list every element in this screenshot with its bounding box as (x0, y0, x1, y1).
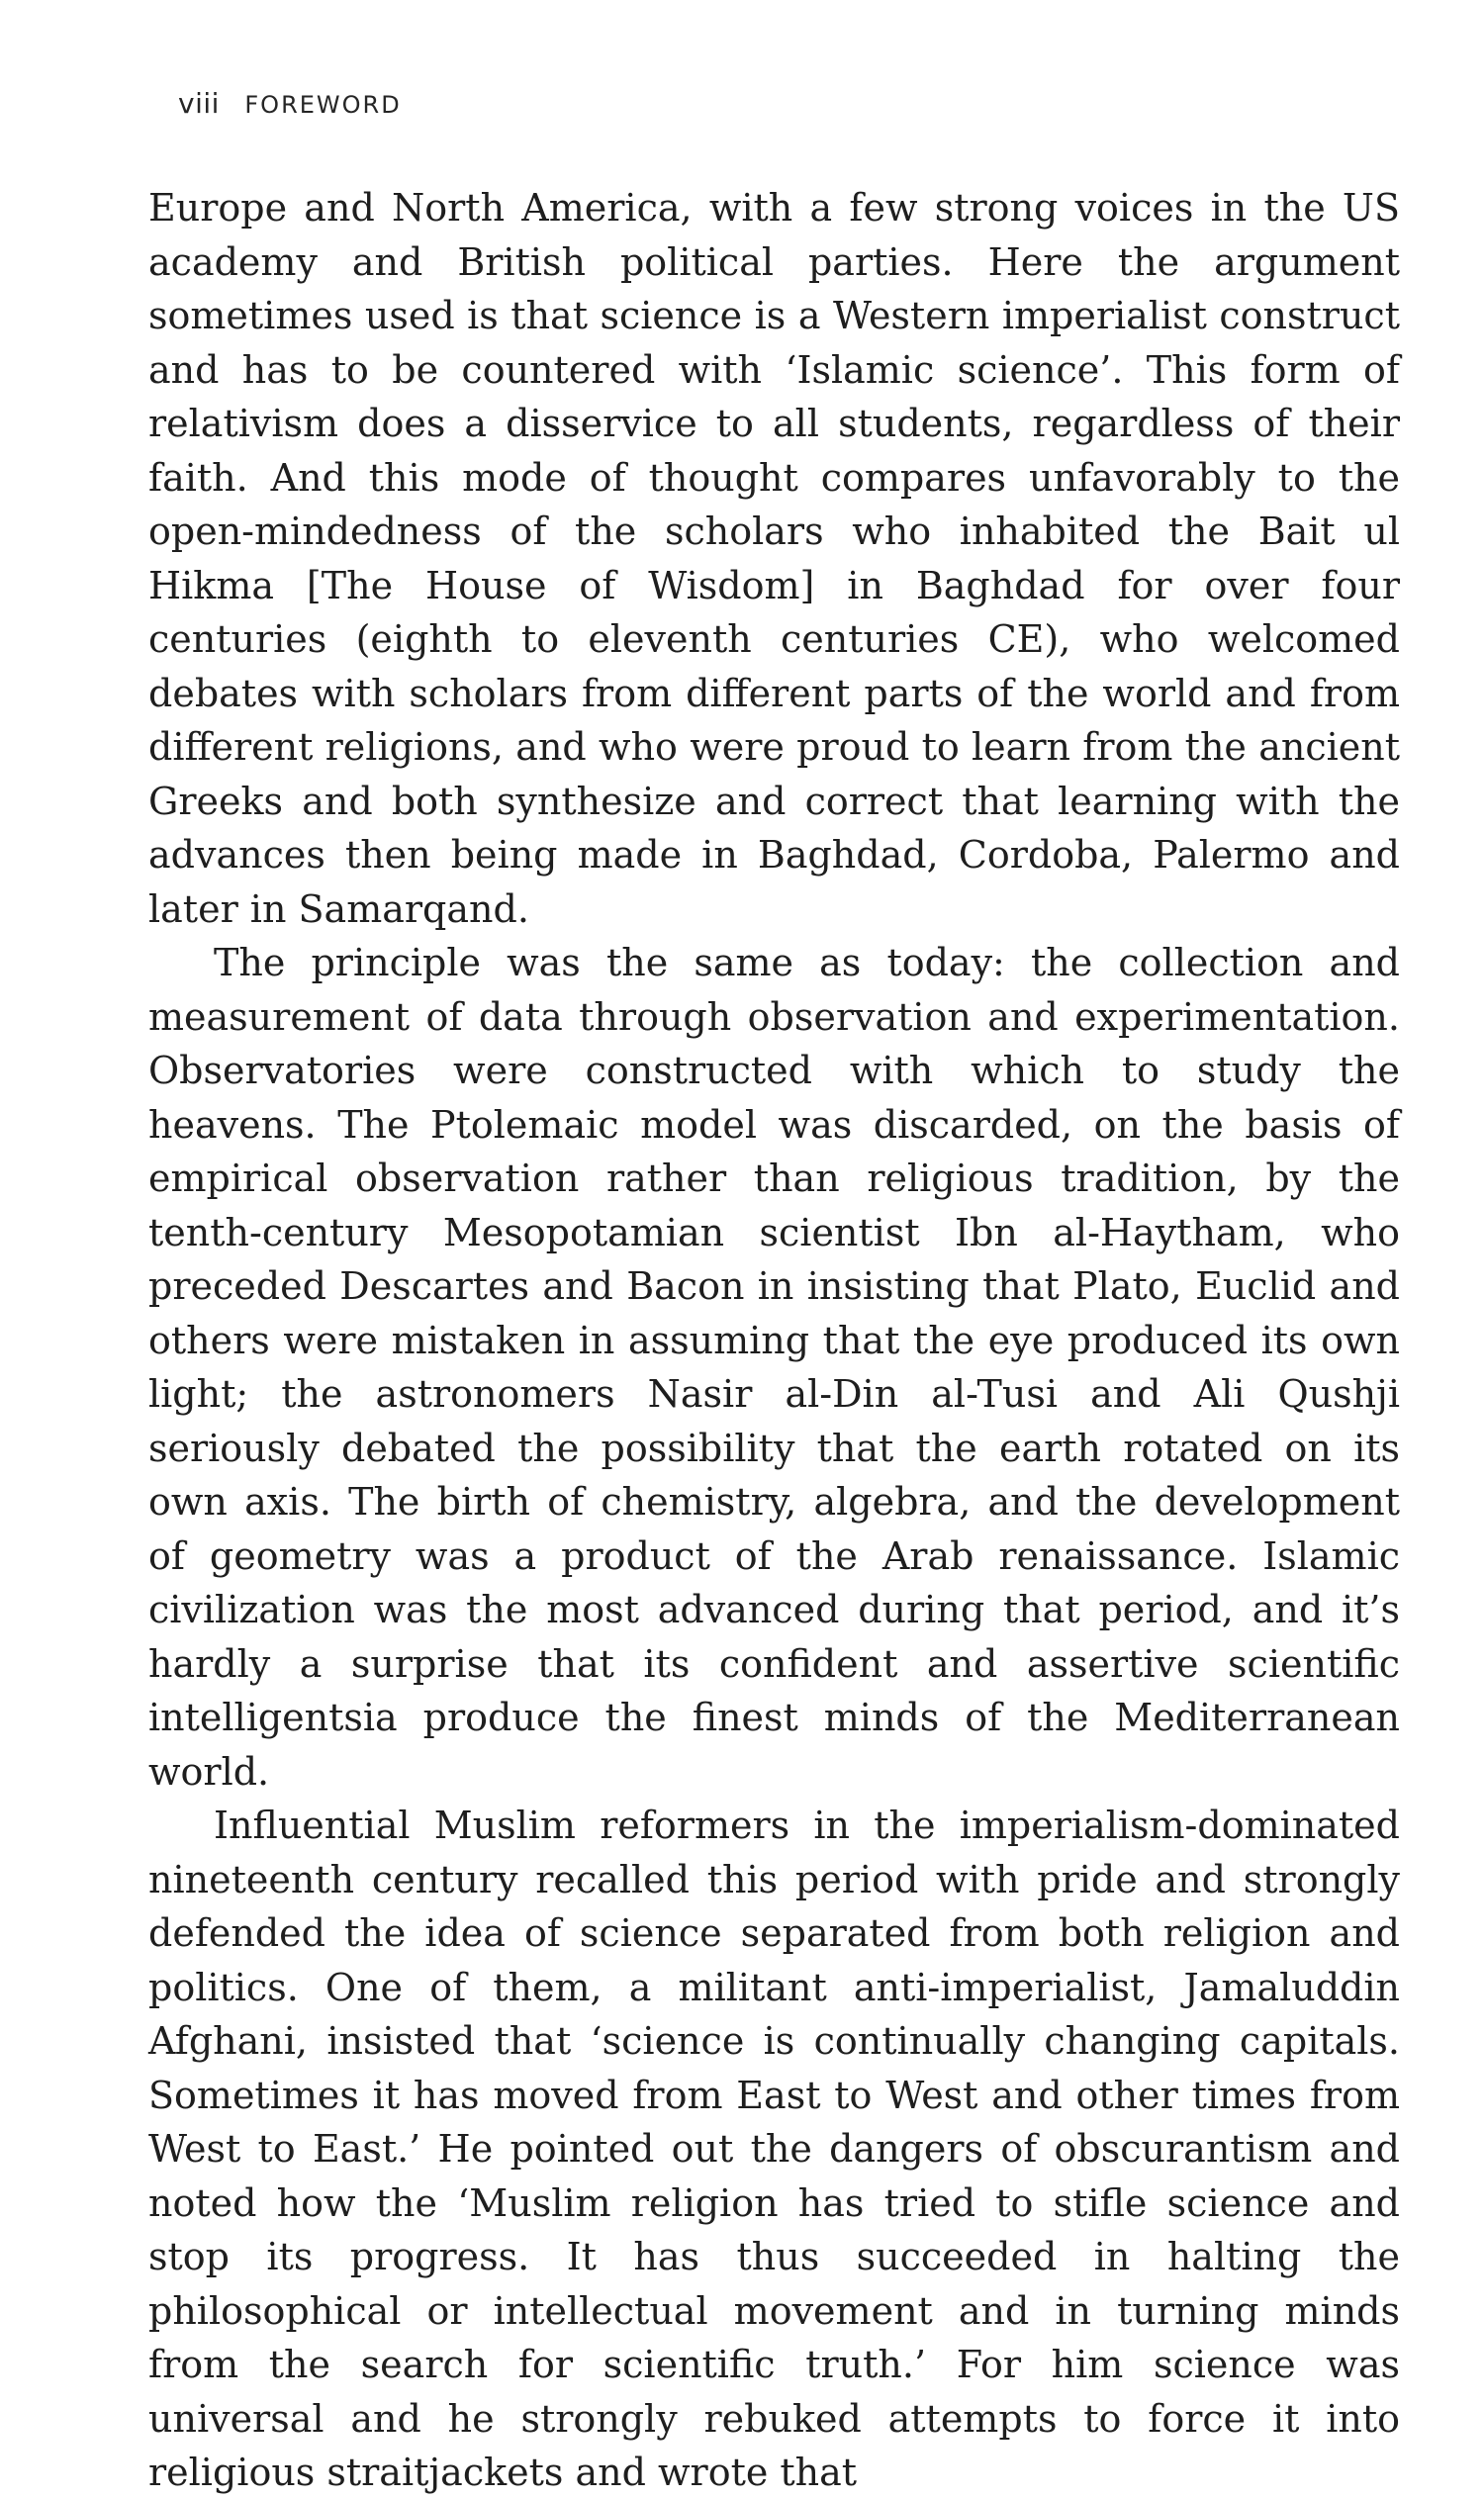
paragraph: Europe and North America, with a few strong voices in the US academy and British political parties. Here the argument sometimes used is that science is a Western imperialist construct and has to be countered with ‘Islamic science’. This form of relativism does a disservice to all students, regardless of their faith. And this mode of thought compares unfavorably to the open-mindedness of the scholars who inhabited the Bait ul Hikma [The House of Wisdom] in Baghdad for over four centuries (eighth to eleventh centuries CE), who welcomed debates with scholars from different parts of the world and from different religions, and who were proud to learn from the ancient Greeks and both synthesize and correct that learning with the advances then being made in Baghdad, Cordoba, Palermo and later in Samarqand. (148, 186, 1400, 931)
section-title: FOREWORD (244, 91, 402, 119)
running-head (178, 87, 402, 120)
page-number: viii (178, 87, 220, 120)
body-text (148, 181, 1400, 2500)
paragraph: The principle was the same as today: the collection and measurement of data through observation and experimentation. Observatories were constructed with which to study the heavens. The Ptolemaic model was discarded, on the basis of empirical observation rather than religious tradition, by the tenth-century Mesopotamian scientist Ibn al-Haytham, who preceded Descartes and Bacon in insisting that Plato, Euclid and others were mistaken in assuming that the eye produced its own light; the astronomers Nasir al-Din al-Tusi and Ali Qushji seriously debated the possibility that the earth rotated on its own axis. The birth of chemistry, algebra, and the development of geometry was a product of the Arab renaissance. Islamic civilization was the most advanced during that period, and it’s hardly a surprise that its confident and assertive scientific intelligentsia produce the finest minds of the Mediterranean world. (148, 941, 1400, 1794)
paragraph: Influential Muslim reformers in the imperialism-dominated nineteenth century recalled this period with pride and strongly defended the idea of science separated from both religion and politics. One of them, a militant anti-imperialist, Jamaluddin Afghani, insisted that ‘science is continually changing capitals. Sometimes it has moved from East to West and other times from West to East.’ He pointed out the dangers of obscurantism and noted how the ‘Muslim religion has tried to stifle science and stop its progress. It has thus succeeded in halting the philosophical or intellectual movement and in turning minds from the search for scientific truth.’ For him science was universal and he strongly rebuked attempts to force it into religious straitjackets and wrote that (148, 1804, 1400, 2494)
